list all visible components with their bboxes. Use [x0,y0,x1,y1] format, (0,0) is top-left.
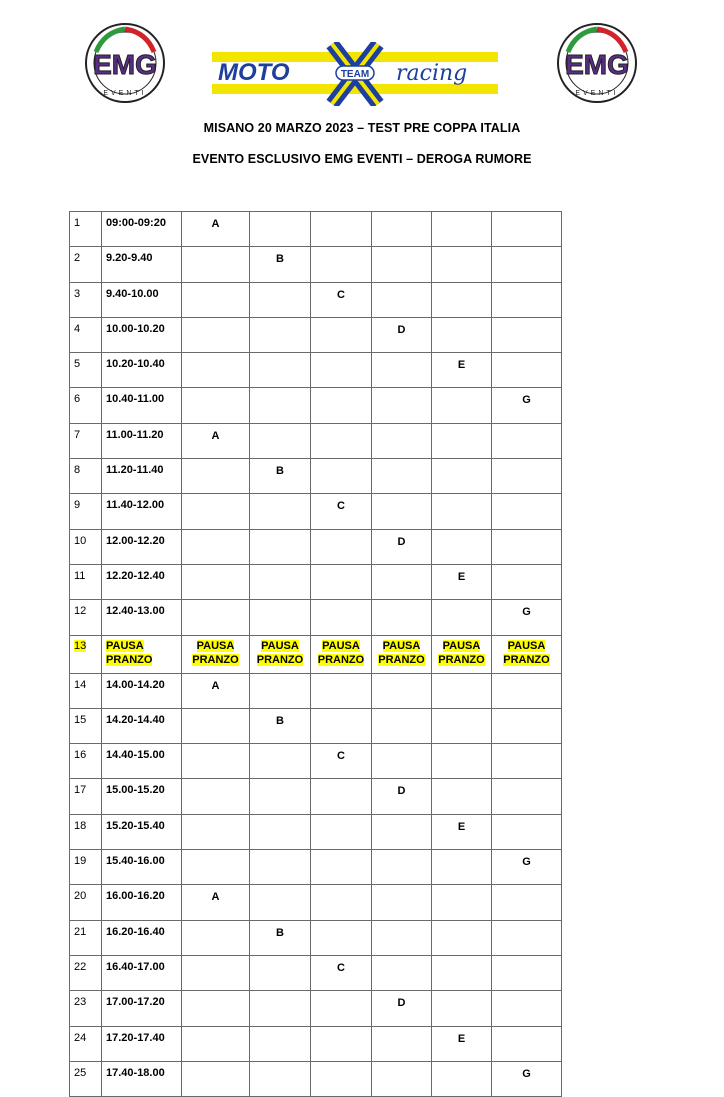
row-number: 15 [70,708,102,743]
table-row [70,991,562,1026]
row-number: 14 [70,673,102,708]
group-cell: B [250,708,311,743]
empty-cell [250,600,311,635]
table-row [70,920,562,955]
row-number: 13 [70,635,102,673]
table-row [70,600,562,635]
empty-cell [372,1061,432,1096]
time-slot: 11.40-12.00 [102,494,182,529]
table-row [70,744,562,779]
empty-cell [182,459,250,494]
empty-cell [492,494,562,529]
row-number: 21 [70,920,102,955]
group-cell: E [432,353,492,388]
empty-cell [492,247,562,282]
row-number: 20 [70,885,102,920]
svg-text:MOTO: MOTO [218,59,290,86]
table-row [70,459,562,494]
empty-cell [432,885,492,920]
group-cell: D [372,779,432,814]
row-number: 10 [70,529,102,564]
group-cell: G [492,850,562,885]
table-row [70,317,562,352]
time-slot: 11.00-11.20 [102,423,182,458]
empty-cell [182,247,250,282]
group-cell: B [250,247,311,282]
empty-cell [250,388,311,423]
empty-cell [492,744,562,779]
empty-cell [182,494,250,529]
empty-cell [250,529,311,564]
empty-cell [492,353,562,388]
empty-cell [311,920,372,955]
empty-cell [432,850,492,885]
empty-cell [372,920,432,955]
empty-cell [182,920,250,955]
empty-cell [372,814,432,849]
empty-cell [311,779,372,814]
empty-cell [432,673,492,708]
empty-cell [311,247,372,282]
empty-cell [372,744,432,779]
svg-text:TEAM: TEAM [340,69,370,80]
empty-cell [432,282,492,317]
table-row [70,247,562,282]
empty-cell [372,708,432,743]
empty-cell [432,708,492,743]
group-cell: D [372,991,432,1026]
empty-cell [311,423,372,458]
empty-cell [372,423,432,458]
empty-cell [182,388,250,423]
empty-cell [311,459,372,494]
time-slot: 9.40-10.00 [102,282,182,317]
table-row [70,850,562,885]
empty-cell [372,353,432,388]
svg-text:EVENTI: EVENTI [103,90,147,97]
empty-cell [492,779,562,814]
time-slot: 12.40-13.00 [102,600,182,635]
empty-cell [372,850,432,885]
empty-cell [250,1061,311,1096]
empty-cell [182,282,250,317]
empty-cell [250,779,311,814]
empty-cell [432,600,492,635]
time-slot: 16.40-17.00 [102,955,182,990]
empty-cell [372,885,432,920]
group-cell: G [492,600,562,635]
document-subtitle: EVENTO ESCLUSIVO EMG EVENTI – DEROGA RUMORE [192,152,532,166]
time-slot: 10.00-10.20 [102,317,182,352]
empty-cell [372,282,432,317]
empty-cell [182,353,250,388]
table-row [70,282,562,317]
empty-cell [372,564,432,599]
empty-cell [432,423,492,458]
group-cell: B [250,920,311,955]
empty-cell [372,247,432,282]
row-number: 9 [70,494,102,529]
group-cell: C [311,282,372,317]
time-slot: 10.20-10.40 [102,353,182,388]
time-slot: 12.20-12.40 [102,564,182,599]
empty-cell [250,850,311,885]
empty-cell [492,920,562,955]
svg-text:racing: racing [396,61,468,86]
emg-eventi-logo [556,22,638,104]
empty-cell [372,955,432,990]
table-row [70,673,562,708]
empty-cell [372,673,432,708]
time-slot: 15.00-15.20 [102,779,182,814]
empty-cell [182,991,250,1026]
empty-cell [311,353,372,388]
empty-cell [492,423,562,458]
empty-cell [250,353,311,388]
empty-cell [432,920,492,955]
row-number: 6 [70,388,102,423]
time-slot: 16.00-16.20 [102,885,182,920]
empty-cell [250,1026,311,1061]
table-row [70,212,562,247]
pause-cell: PAUSA PRANZO [311,635,372,673]
empty-cell [182,955,250,990]
empty-cell [492,1026,562,1061]
empty-cell [492,673,562,708]
empty-cell [250,744,311,779]
time-slot: 09:00-09:20 [102,212,182,247]
time-slot: PAUSA PRANZO [102,635,182,673]
row-number: 3 [70,282,102,317]
empty-cell [492,529,562,564]
table-row [70,494,562,529]
emg-logo-text: EMG [93,49,157,80]
table-row [70,388,562,423]
schedule-table [69,211,562,1097]
svg-text:EMG: EMG [565,49,629,80]
time-slot: 11.20-11.40 [102,459,182,494]
row-number: 4 [70,317,102,352]
table-row [70,955,562,990]
empty-cell [372,388,432,423]
time-slot: 9.20-9.40 [102,247,182,282]
empty-cell [311,388,372,423]
moto-team-racing-logo [212,42,498,106]
time-slot: 12.00-12.20 [102,529,182,564]
empty-cell [311,850,372,885]
empty-cell [311,673,372,708]
group-cell: E [432,564,492,599]
empty-cell [492,459,562,494]
empty-cell [432,212,492,247]
empty-cell [250,317,311,352]
empty-cell [372,459,432,494]
empty-cell [432,459,492,494]
empty-cell [492,212,562,247]
group-cell: B [250,459,311,494]
group-cell: A [182,212,250,247]
time-slot: 14.20-14.40 [102,708,182,743]
empty-cell [311,1026,372,1061]
pause-cell: PAUSA PRANZO [182,635,250,673]
table-row [70,1061,562,1096]
row-number: 19 [70,850,102,885]
empty-cell [492,814,562,849]
row-number: 2 [70,247,102,282]
table-row [70,885,562,920]
empty-cell [182,1026,250,1061]
empty-cell [432,1061,492,1096]
empty-cell [182,564,250,599]
empty-cell [432,529,492,564]
row-number: 24 [70,1026,102,1061]
empty-cell [250,814,311,849]
table-row [70,814,562,849]
row-number: 18 [70,814,102,849]
empty-cell [492,885,562,920]
empty-cell [492,564,562,599]
group-cell: E [432,1026,492,1061]
group-cell: A [182,423,250,458]
row-number: 12 [70,600,102,635]
empty-cell [311,564,372,599]
empty-cell [492,317,562,352]
time-slot: 14.40-15.00 [102,744,182,779]
empty-cell [182,317,250,352]
empty-cell [372,600,432,635]
time-slot: 14.00-14.20 [102,673,182,708]
empty-cell [432,779,492,814]
row-number: 23 [70,991,102,1026]
table-row-pause [70,635,562,673]
group-cell: A [182,673,250,708]
row-number: 8 [70,459,102,494]
table-row [70,708,562,743]
empty-cell [250,212,311,247]
empty-cell [432,955,492,990]
empty-cell [311,991,372,1026]
group-cell: D [372,317,432,352]
table-row [70,529,562,564]
pause-cell: PAUSA PRANZO [492,635,562,673]
empty-cell [182,744,250,779]
empty-cell [250,564,311,599]
svg-text:EVENTI: EVENTI [575,90,619,97]
empty-cell [182,600,250,635]
pause-cell: PAUSA PRANZO [250,635,311,673]
row-number: 17 [70,779,102,814]
document-title: MISANO 20 MARZO 2023 – TEST PRE COPPA ITALIA [203,121,521,135]
empty-cell [311,600,372,635]
time-slot: 15.40-16.00 [102,850,182,885]
time-slot: 16.20-16.40 [102,920,182,955]
empty-cell [311,317,372,352]
empty-cell [432,388,492,423]
table-row [70,779,562,814]
empty-cell [311,1061,372,1096]
empty-cell [432,247,492,282]
empty-cell [311,529,372,564]
empty-cell [182,529,250,564]
time-slot: 15.20-15.40 [102,814,182,849]
empty-cell [250,673,311,708]
group-cell: D [372,529,432,564]
empty-cell [311,212,372,247]
table-row [70,1026,562,1061]
empty-cell [432,744,492,779]
empty-cell [250,423,311,458]
empty-cell [250,955,311,990]
empty-cell [182,708,250,743]
empty-cell [311,885,372,920]
emg-eventi-logo [84,22,166,104]
empty-cell [492,991,562,1026]
row-number: 11 [70,564,102,599]
group-cell: C [311,744,372,779]
empty-cell [250,282,311,317]
row-number: 7 [70,423,102,458]
group-cell: C [311,494,372,529]
empty-cell [311,814,372,849]
empty-cell [432,317,492,352]
row-number: 22 [70,955,102,990]
empty-cell [250,991,311,1026]
group-cell: G [492,1061,562,1096]
empty-cell [372,494,432,529]
empty-cell [492,955,562,990]
group-cell: G [492,388,562,423]
time-slot: 17.20-17.40 [102,1026,182,1061]
time-slot: 17.40-18.00 [102,1061,182,1096]
table-row [70,564,562,599]
row-number: 1 [70,212,102,247]
table-row [70,353,562,388]
empty-cell [432,991,492,1026]
empty-cell [492,282,562,317]
table-row [70,423,562,458]
row-number: 16 [70,744,102,779]
group-cell: E [432,814,492,849]
empty-cell [250,885,311,920]
time-slot: 10.40-11.00 [102,388,182,423]
empty-cell [311,708,372,743]
pause-cell: PAUSA PRANZO [432,635,492,673]
group-cell: C [311,955,372,990]
pause-cell: PAUSA PRANZO [372,635,432,673]
empty-cell [372,1026,432,1061]
empty-cell [432,494,492,529]
empty-cell [182,779,250,814]
empty-cell [182,814,250,849]
group-cell: A [182,885,250,920]
row-number: 25 [70,1061,102,1096]
row-number: 5 [70,353,102,388]
empty-cell [492,708,562,743]
time-slot: 17.00-17.20 [102,991,182,1026]
empty-cell [250,494,311,529]
empty-cell [372,212,432,247]
empty-cell [182,850,250,885]
empty-cell [182,1061,250,1096]
